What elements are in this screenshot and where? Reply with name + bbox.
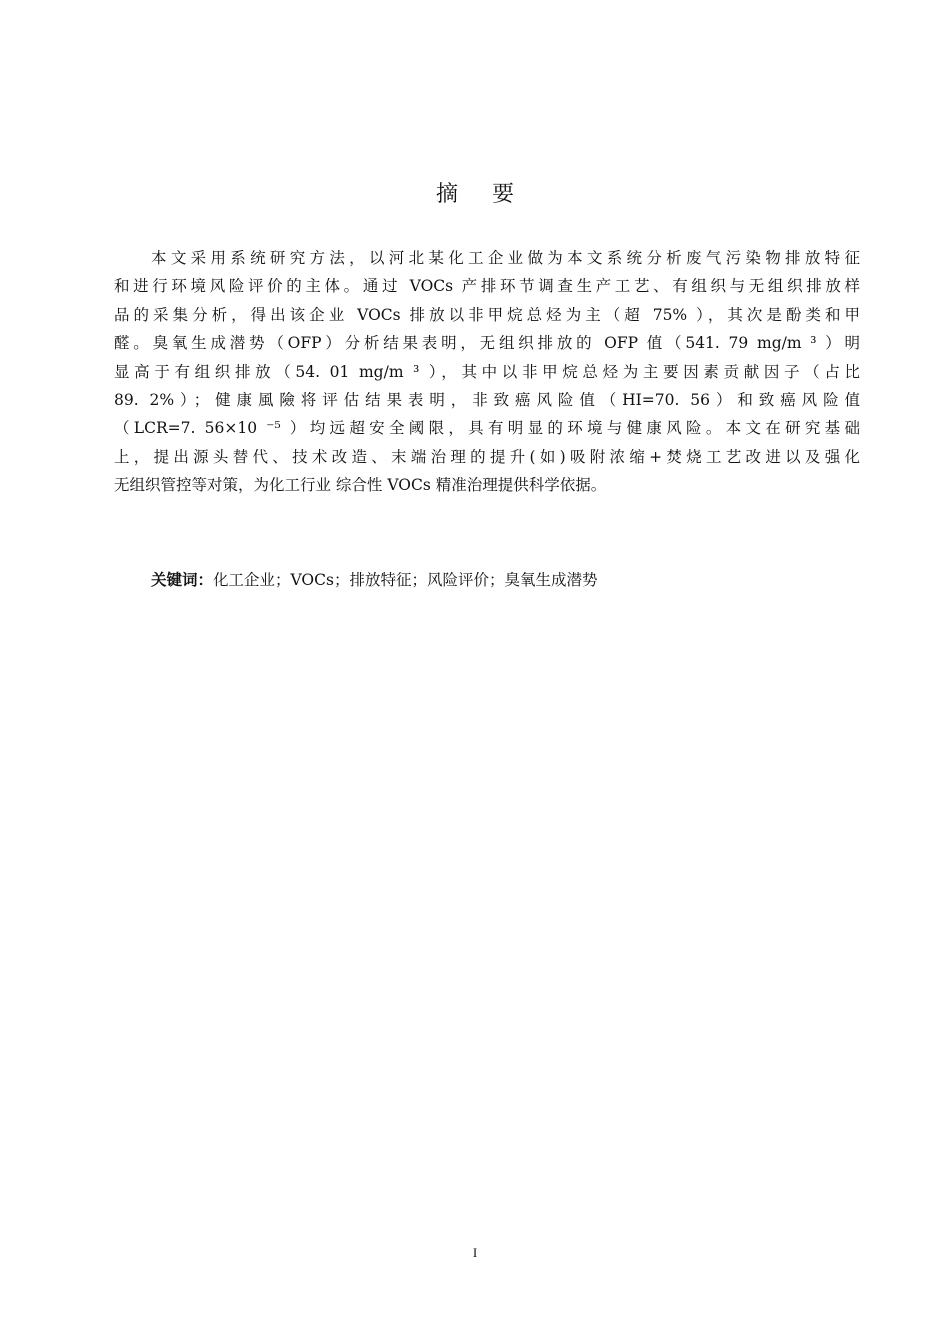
abstract-line: 上，提出源头替代、技术改造、末端治理的提升(如)吸附浓缩+焚烧工艺改进以及强化 xyxy=(114,447,860,466)
abstract-line: 本文采用系统研究方法，以河北某化工企业做为本文系统分析废气污染物排放特征 xyxy=(151,249,860,267)
abstract-line: 品的采集分析，得出该企业 VOCs 排放以非甲烷总烃为主（超 75% ），其次是酚类和甲 xyxy=(114,305,860,324)
abstract-line: 89. 2%）；健康風險将评估结果表明，非致癌风险值（HI=70. 56）和致癌风险值 xyxy=(114,391,860,410)
keywords-label: 关键词： xyxy=(151,571,214,589)
abstract-body xyxy=(114,244,860,500)
keywords-text: 化工企业；VOCs；排放特征；风险评价；臭氧生成潜势 xyxy=(213,571,598,589)
abstract-title: 摘要 xyxy=(435,182,548,207)
abstract-line: 和进行环境风险评价的主体。通过 VOCs 产排环节调查生产工艺、有组织与无组织排放样 xyxy=(114,277,860,296)
abstract-line: 显高于有组织排放（54. 01 mg/m ³ ），其中以非甲烷总烃为主要因素贡献因子（占比 xyxy=(114,362,860,381)
abstract-line: （LCR=7. 56×10 ⁻⁵ ）均远超安全阈限，具有明显的环境与健康风险。本文在研究基础 xyxy=(114,419,860,438)
page-number: I xyxy=(472,1245,478,1260)
keywords xyxy=(151,566,597,594)
abstract-line: 醛。臭氧生成潜势（OFP）分析结果表明，无组织排放的 OFP 值（541. 79 mg/m ³ ）明 xyxy=(114,334,860,353)
abstract-line: 无组织管控等对策，为化工行业 综合性 VOCs 精准治理提供科学依据。 xyxy=(114,476,607,495)
